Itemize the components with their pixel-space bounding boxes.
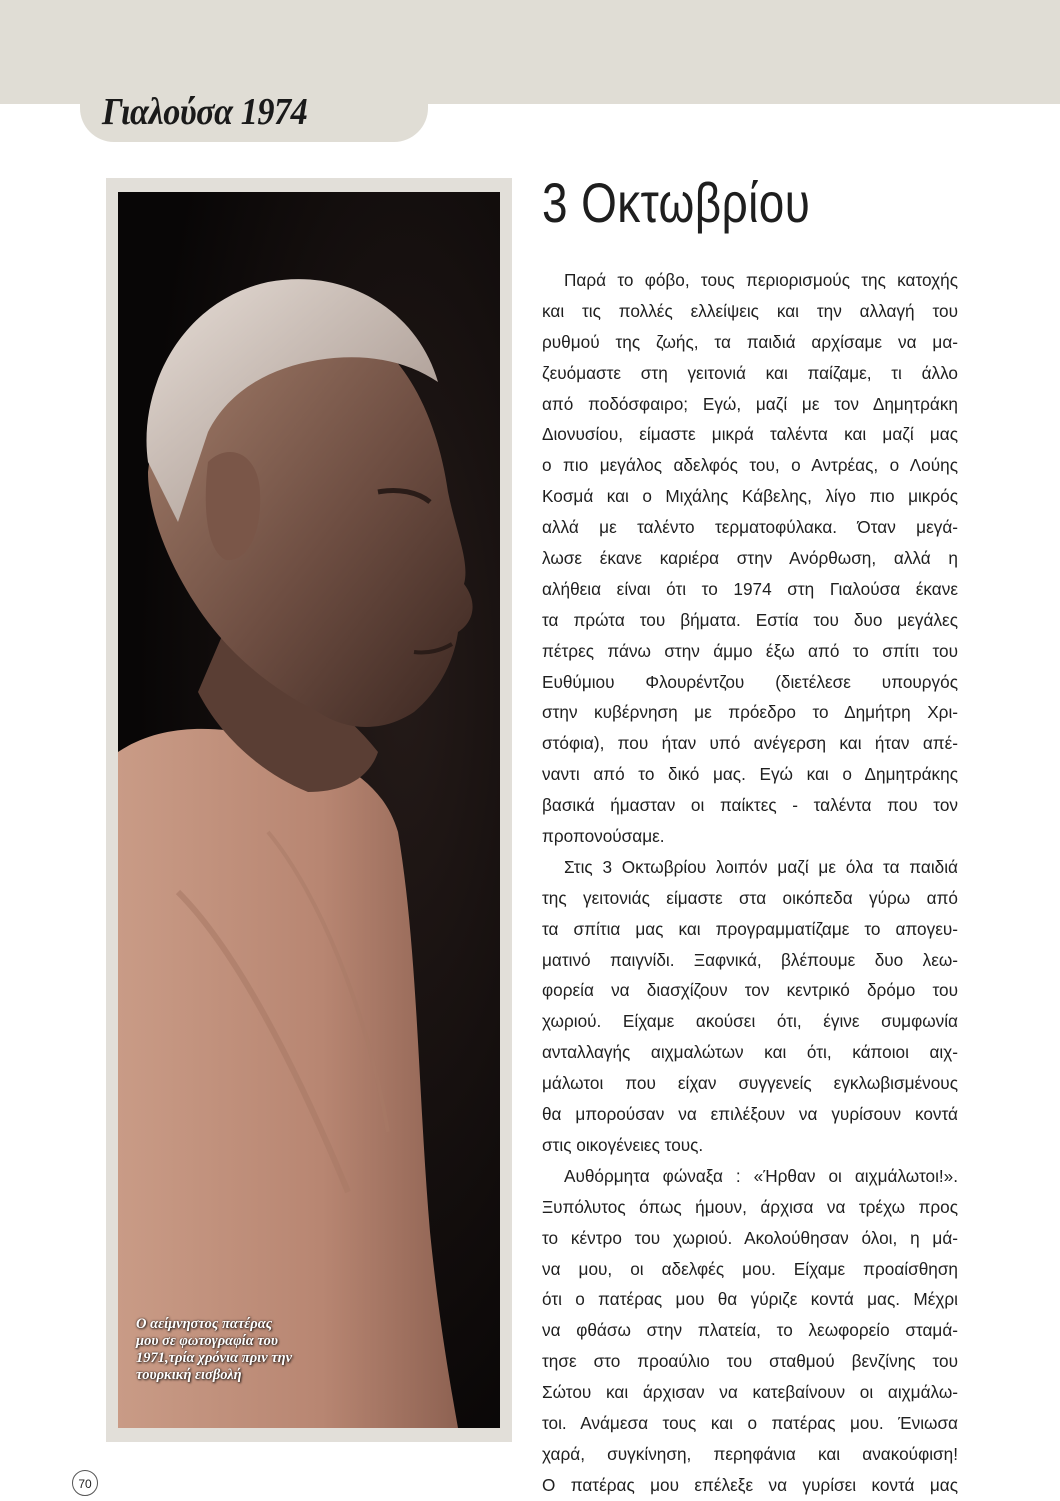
text-line: τησε στο προαύλιο του σταθμού βενζίνης του [542,1351,958,1372]
text-line: από ποδόσφαιρο; Εγώ, μαζί με τον Δημητράκη [542,393,958,414]
text-line: τα σπίτια μας και προγραμματίζαμε το απογευ- [542,918,958,939]
text-line: βασικά ήμασταν οι παίκτες - ταλέντα που τον [542,795,958,816]
text-line: Στις 3 Οκτωβρίου λοιπόν μαζί με όλα τα παιδιά [564,856,958,877]
text-line: θα μπορούσαν να επιλέξουν να γυρίσουν κοντά [542,1104,958,1125]
text-line: και τις πολλές ελλείψεις και την αλλαγή του [542,300,958,321]
text-line: Αυθόρμητα φώναξα : «Ήρθαν οι αιχμάλωτοι!». [564,1165,958,1186]
text-line: Ξυπόλυτος όπως ήμουν, άρχισα να τρέχω προς [542,1196,958,1217]
text-line: Ευθύμιου Φλουρέντζου (διετέλεσε υπουργός [542,671,958,692]
text-line: προπονούσαμε. [542,826,665,847]
text-line: Παρά το φόβο, τους περιορισμούς της κατοχής [564,270,958,290]
text-line: τα πρώτα του βήματα. Εστία του δυο μεγάλες [542,609,958,630]
text-line: Διονυσίου, είμαστε μικρά ταλέντα και μαζί μας [542,424,958,445]
text-line: αλήθεια είναι ότι το 1974 στη Γιαλούσα έκανε [542,578,958,599]
text-line: χωριού. Είχαμε ακούσει ότι, έγινε συμφωνία [542,1011,958,1032]
text-line: πέτρες πάνω στην άμμο έξω από το σπίτι του [542,640,958,661]
text-line: ζευόμαστε στη γειτονιά και παίζαμε, τι άλλο [542,362,958,383]
portrait-illustration [118,192,500,1428]
text-line: στόφια), που ήταν υπό ανέγερση και ήταν απέ- [542,733,958,754]
page-number: 70 [72,1470,98,1496]
text-line: το κέντρο του χωριού. Ακολούθησαν όλοι, η μά- [542,1227,958,1248]
text-line: χαρά, συγκίνηση, περηφάνια και ανακούφιση! [542,1443,958,1464]
text-line: ρυθμού της ζωής, τα παιδιά αρχίσαμε να μα- [542,331,958,352]
photo-frame [106,178,512,1442]
caption-line: τουρκική εισβολή [136,1367,242,1383]
text-line: φορεία να διασχίζουν τον κεντρικό δρόμο του [542,980,958,1001]
text-line: στις οικογένειες τους. [542,1134,704,1155]
text-line: μάλωτοι που είχαν συγγενείς εγκλωβισμένους [542,1073,958,1094]
article-title: 3 Οκτωβρίου [542,171,811,234]
portrait-photo [118,192,500,1428]
photo-caption [136,1316,366,1384]
book-title: Γιαλούσα 1974 [102,91,308,133]
article-body [542,265,958,1501]
caption-line: 1971,τρία χρόνια πριν την [136,1350,293,1366]
text-line: να μου, οι αδελφές μου. Είχαμε προαίσθηση [542,1258,958,1279]
text-line: να φθάσω στην πλατεία, το λεωφορείο σταμά- [542,1320,958,1341]
text-line: λωσε έκανε καριέρα στην Ανόρθωση, αλλά η [542,548,958,569]
text-line: ανταλλαγής αιχμαλώτων και ότι, κάποιοι αιχ- [542,1042,958,1063]
text-line: ναντι από το δικό μας. Εγώ και ο Δημητράκης [542,764,958,785]
text-line: αλλά με ταλέντο τερματοφύλακα. Όταν μεγά- [542,517,958,538]
text-line: Σώτου και άρχισαν να κατεβαίνουν οι αιχμάλω- [542,1382,958,1403]
text-line: ο πιο μεγάλος αδελφός του, ο Αντρέας, ο Λούης [542,455,958,476]
caption-line: μου σε φωτογραφία του [136,1333,278,1349]
text-line: ότι ο πατέρας μου θα γύριζε κοντά μας. Μέχρι [542,1289,958,1310]
text-line: στην κυβέρνηση με πρόεδρο το Δημήτρη Χρι- [542,702,958,723]
text-line: Ο πατέρας μου επέλεξε να γυρίσει κοντά μας [542,1474,958,1495]
text-line: ματινό παιγνίδι. Ξαφνικά, βλέπουμε δυο λεω- [542,949,958,970]
text-line: της γειτονιάς είμαστε στα οικόπεδα γύρω από [542,887,958,908]
text-line: Κοσμά και ο Μιχάλης Κάβελης, λίγο πιο μικρός [542,486,958,507]
text-line: τοι. Ανάμεσα τους και ο πατέρας μου. Ένιωσα [542,1412,958,1433]
caption-line: Ο αείμνηστος πατέρας [136,1316,273,1332]
